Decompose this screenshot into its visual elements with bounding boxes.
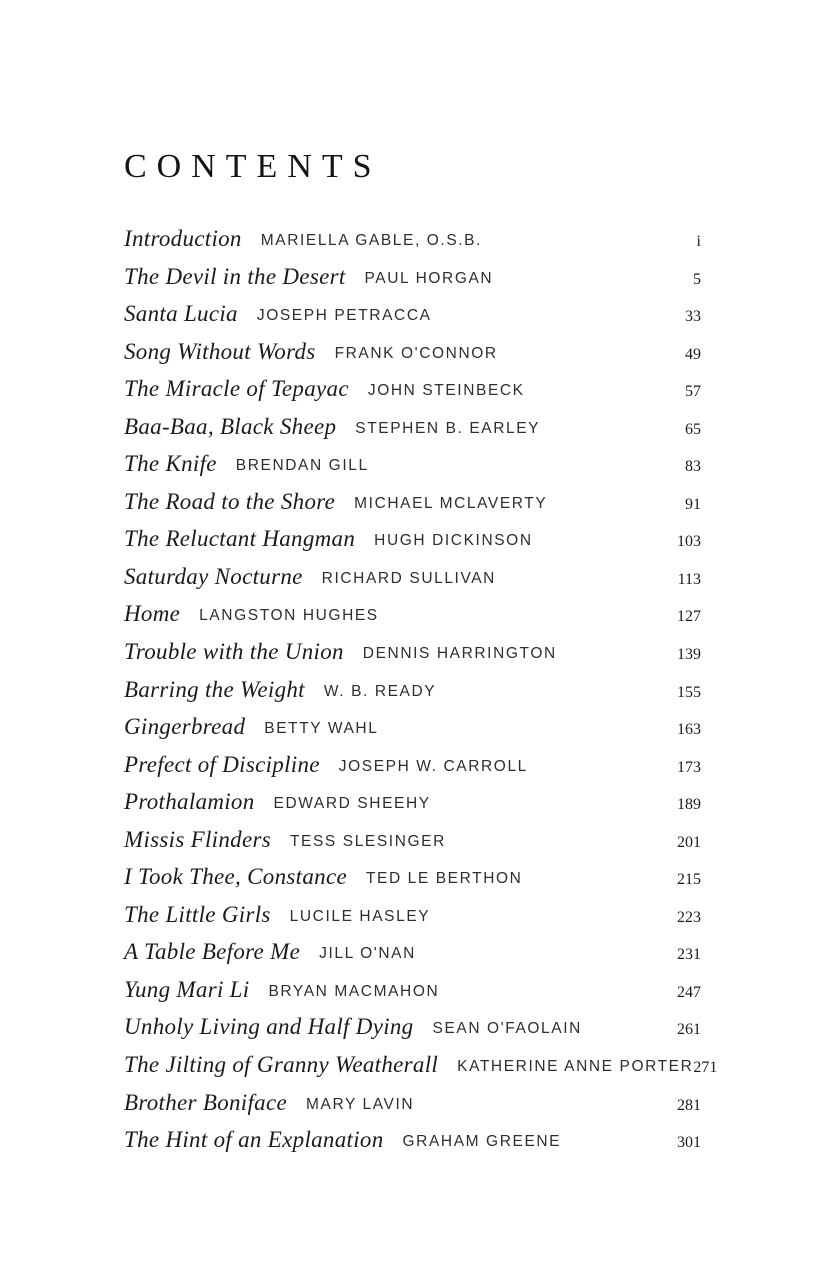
toc-row [124,301,701,339]
story-page-number: 281 [677,1096,701,1114]
story-title: Prefect of Discipline [124,751,320,777]
toc-list [124,226,718,1165]
story-title: Unholy Living and Half Dying [124,1014,414,1040]
story-page-number: 271 [693,1059,718,1077]
story-page-number: 215 [677,871,701,889]
story-page-number: 103 [677,533,701,551]
story-author: STEPHEN B. EARLEY [355,419,541,437]
toc-row [124,489,701,527]
story-author: JOSEPH W. CARROLL [338,757,528,775]
story-page-number: 49 [685,345,701,363]
story-title: The Devil in the Desert [124,263,346,289]
toc-row [124,526,701,564]
story-title: Gingerbread [124,714,246,740]
story-author: KATHERINE ANNE PORTER [457,1058,694,1076]
toc-row [124,1090,701,1128]
story-author: JOHN STEINBECK [367,382,525,400]
toc-row [124,714,701,752]
toc-row [124,977,701,1015]
story-page-number: 155 [677,683,701,701]
story-page-number: 201 [677,833,701,851]
story-title: Song Without Words [124,338,316,364]
toc-row [124,226,701,264]
story-page-number: 261 [677,1021,701,1039]
story-author: LANGSTON HUGHES [199,607,379,625]
toc-row [124,639,701,677]
story-title: The Jilting of Granny Weatherall [124,1052,439,1078]
story-page-number: 139 [677,646,701,664]
story-page-number: 301 [677,1134,701,1152]
story-page-number: 127 [677,608,701,626]
story-author: JILL O'NAN [319,945,416,963]
story-author: GRAHAM GREENE [402,1133,562,1151]
toc-row [124,451,701,489]
story-author: BRENDAN GILL [235,457,369,475]
story-title: Brother Boniface [124,1089,287,1115]
story-page-number: 163 [677,721,701,739]
story-title: Santa Lucia [124,301,238,327]
toc-row [124,752,701,790]
toc-row [124,677,701,715]
story-author: HUGH DICKINSON [374,532,533,550]
toc-row [124,564,701,602]
toc-row [124,339,701,377]
story-page-number: 223 [677,908,701,926]
story-title: Barring the Weight [124,676,305,702]
story-page-number: 33 [685,308,701,326]
story-author: MARIELLA GABLE, O.S.B. [260,232,483,249]
story-page-number: 113 [677,570,701,588]
story-page-number: 247 [677,983,701,1001]
story-title: Home [124,601,181,627]
story-author: EDWARD SHEEHY [273,795,431,813]
story-page-number: 91 [685,495,701,513]
story-title: Yung Mari Li [124,976,250,1002]
story-title: The Knife [124,451,217,477]
toc-row [124,902,701,940]
toc-row [124,864,701,902]
story-title: The Hint of an Explanation [124,1127,384,1153]
story-author: DENNIS HARRINGTON [362,645,557,663]
story-title: The Reluctant Hangman [124,526,356,552]
page-title: CONTENTS [124,148,382,185]
story-title: The Miracle of Tepayac [124,376,349,402]
toc-row [124,1052,718,1090]
story-author: JOSEPH PETRACCA [256,307,432,325]
story-page-number: 189 [677,796,701,814]
toc-row [124,939,701,977]
story-title: Missis Flinders [124,826,271,852]
toc-row [124,601,701,639]
story-author: MICHAEL MCLAVERTY [354,494,548,512]
story-title: Baa-Baa, Black Sheep [124,413,337,439]
story-title: A Table Before Me [124,939,301,965]
story-page-number: 5 [693,270,701,288]
story-author: RICHARD SULLIVAN [321,569,496,587]
story-page-number: 65 [685,420,701,438]
story-title: The Road to the Shore [124,488,336,514]
story-page-number: i [696,233,701,250]
story-author: SEAN O'FAOLAIN [432,1020,582,1038]
story-title: Prothalamion [124,789,255,815]
story-title: I Took Thee, Constance [124,864,347,890]
story-title: The Little Girls [124,901,271,927]
story-title: Introduction [124,226,242,251]
story-author: W. B. READY [323,682,437,700]
toc-row [124,376,701,414]
toc-row [124,1127,701,1165]
toc-row [124,264,701,302]
toc-row [124,1014,701,1052]
story-page-number: 173 [677,758,701,776]
toc-row [124,414,701,452]
story-page-number: 231 [677,946,701,964]
story-author: PAUL HORGAN [364,269,494,287]
story-author: TESS SLESINGER [289,832,446,850]
story-page-number: 83 [685,458,701,476]
story-title: Trouble with the Union [124,639,344,665]
story-title: Saturday Nocturne [124,563,303,589]
toc-row [124,827,701,865]
story-author: MARY LAVIN [306,1095,415,1113]
story-author: BRYAN MACMAHON [268,982,440,1000]
story-author: TED LE BERTHON [365,870,523,888]
story-author: LUCILE HASLEY [289,907,431,925]
story-author: FRANK O'CONNOR [334,344,498,362]
toc-row [124,789,701,827]
story-author: BETTY WAHL [264,720,379,738]
story-page-number: 57 [685,383,701,401]
